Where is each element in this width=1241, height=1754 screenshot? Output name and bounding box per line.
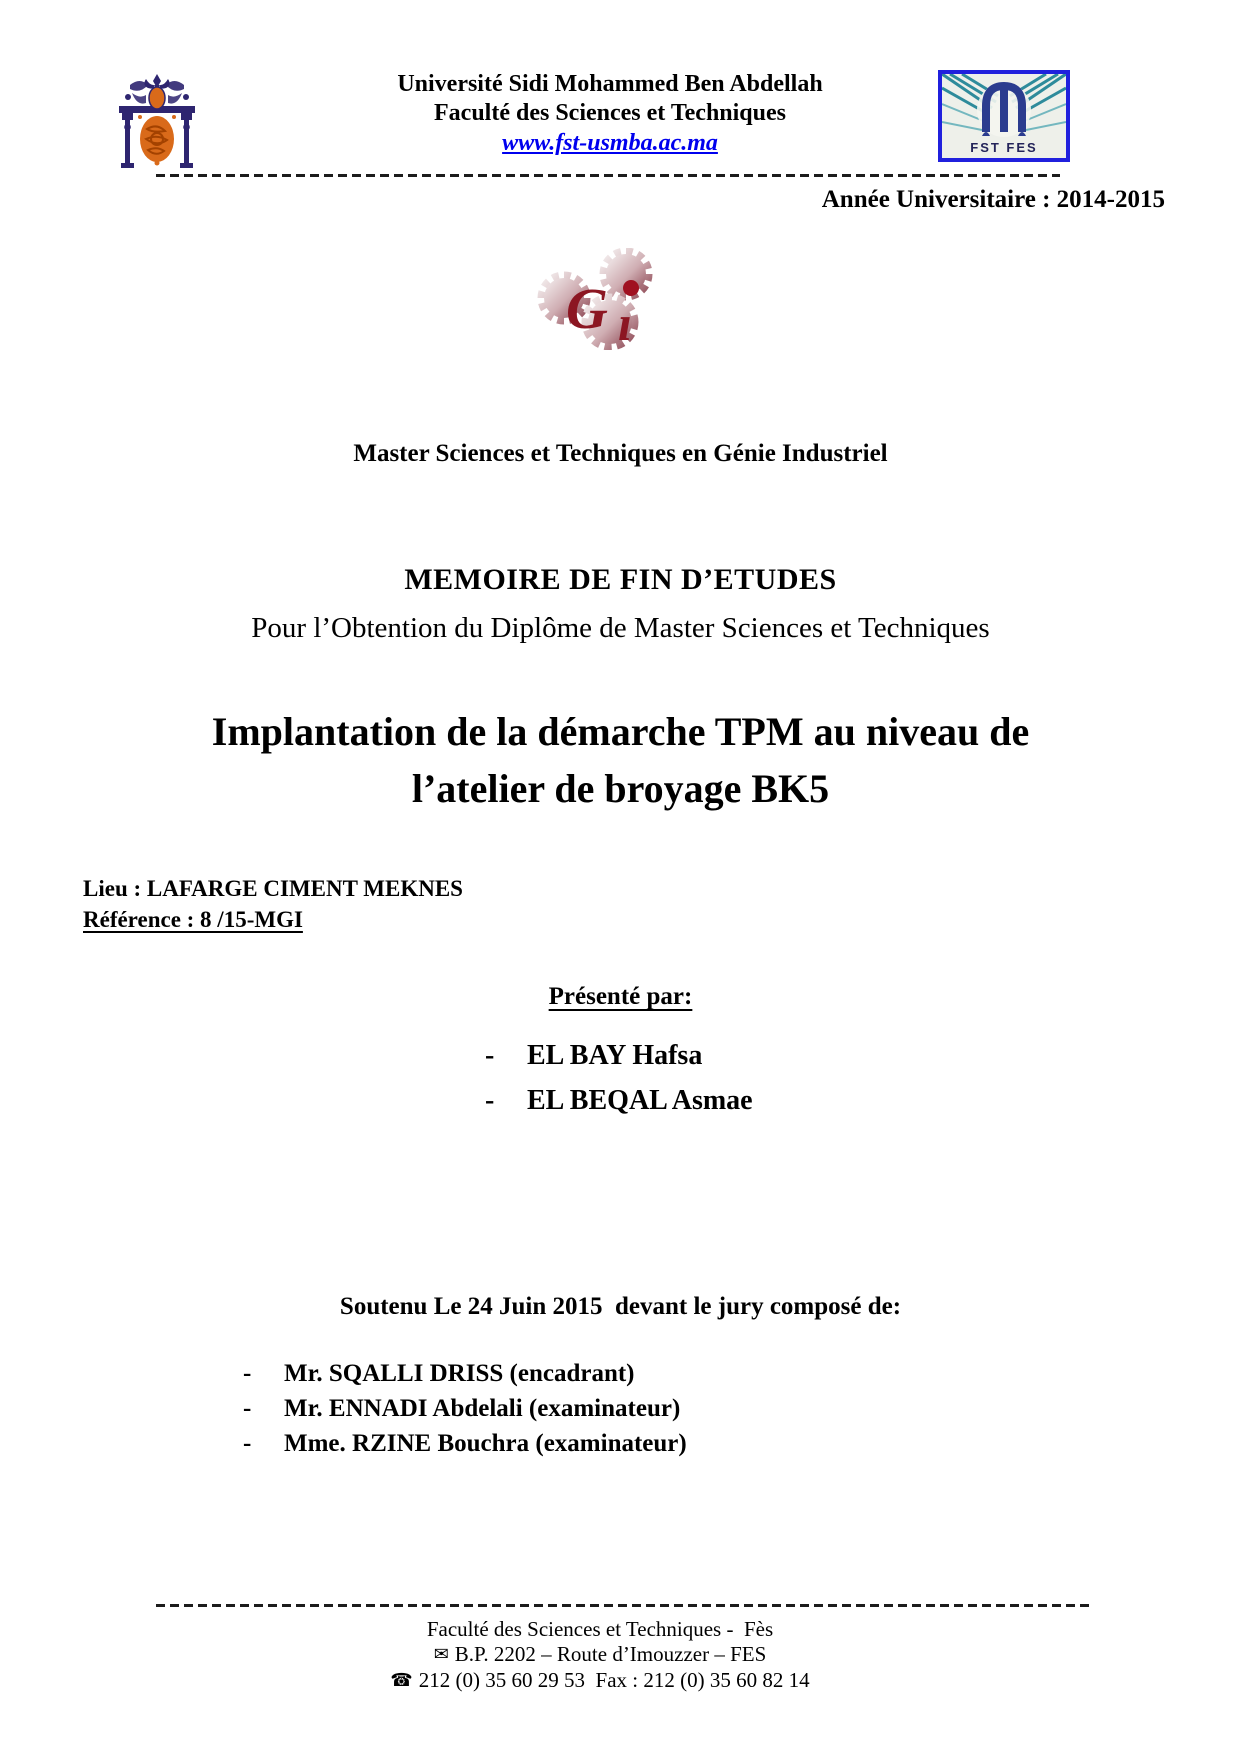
defense-heading: Soutenu Le 24 Juin 2015 devant le jury composé de: (339, 1293, 902, 1320)
list-item (485, 1085, 753, 1130)
list-item (485, 1040, 753, 1085)
dash-bullet: - (243, 1430, 252, 1457)
jury-member: Mme. RZINE Bouchra (examinateur) (284, 1430, 687, 1457)
genie-industriel-logo (528, 248, 668, 350)
fst-fes-logo (938, 70, 1070, 162)
gi-letter-g: G (566, 276, 608, 341)
footer-divider (156, 1604, 1094, 1607)
reference-line: Référence : 8 /15-MGI (83, 907, 303, 932)
thesis-title-line2: l’atelier de broyage BK5 (411, 766, 830, 811)
footer-faculty: Faculté des Sciences et Techniques - Fès (426, 1617, 774, 1641)
university-name: Université Sidi Mohammed Ben Abdellah (397, 71, 823, 97)
faculty-website-link[interactable]: www.fst-usmba.ac.ma (502, 130, 718, 156)
dash-bullet: - (485, 1040, 495, 1071)
gi-letter-i: ı (618, 295, 632, 350)
header-divider (156, 174, 1060, 177)
authors-list (485, 1040, 753, 1130)
phone-icon: ☎ (390, 1670, 413, 1691)
faculty-name: Faculté des Sciences et Techniques (434, 100, 786, 126)
memoire-subheading: Pour l’Obtention du Diplôme de Master Sciences et Techniques (251, 612, 990, 644)
footer-block (0, 1617, 1200, 1694)
dash-bullet: - (243, 1395, 252, 1422)
gears-icon (528, 248, 668, 350)
footer-address: ✉ B.P. 2202 – Route d’Imouzzer – FES (433, 1642, 767, 1666)
author-name: EL BAY Hafsa (527, 1040, 703, 1071)
gi-letter-i-dot (623, 280, 639, 296)
dash-bullet: - (485, 1085, 495, 1116)
jury-member: Mr. ENNADI Abdelali (examinateur) (284, 1395, 681, 1422)
list-item (243, 1395, 687, 1430)
list-item (243, 1360, 687, 1395)
usmba-emblem-logo (116, 73, 198, 171)
thesis-title (0, 703, 1241, 817)
program-name: Master Sciences et Techniques en Génie Industriel (353, 440, 888, 467)
dash-bullet: - (243, 1360, 252, 1387)
footer-phone: ☎ 212 (0) 35 60 29 53 Fax : 212 (0) 35 60 82 14 (390, 1668, 810, 1692)
academic-year: Année Universitaire : 2014-2015 (821, 186, 1165, 213)
location-line: Lieu : LAFARGE CIMENT MEKNES (83, 876, 463, 901)
jury-member: Mr. SQALLI DRISS (encadrant) (284, 1360, 635, 1387)
header-institution-block (300, 70, 920, 158)
jury-list (243, 1360, 687, 1465)
list-item (243, 1430, 687, 1465)
memoire-heading: MEMOIRE DE FIN D’ETUDES (404, 563, 837, 596)
author-name: EL BEQAL Asmae (527, 1085, 753, 1116)
fst-fes-logo-label: FST FES (970, 140, 1038, 155)
thesis-title-line1: Implantation de la démarche TPM au niveau de (211, 709, 1030, 754)
envelope-icon: ✉ (433, 1644, 449, 1665)
usmba-emblem-icon (116, 73, 198, 171)
presented-by-heading: Présenté par: (548, 983, 693, 1010)
fst-fes-logo-icon (942, 74, 1066, 158)
